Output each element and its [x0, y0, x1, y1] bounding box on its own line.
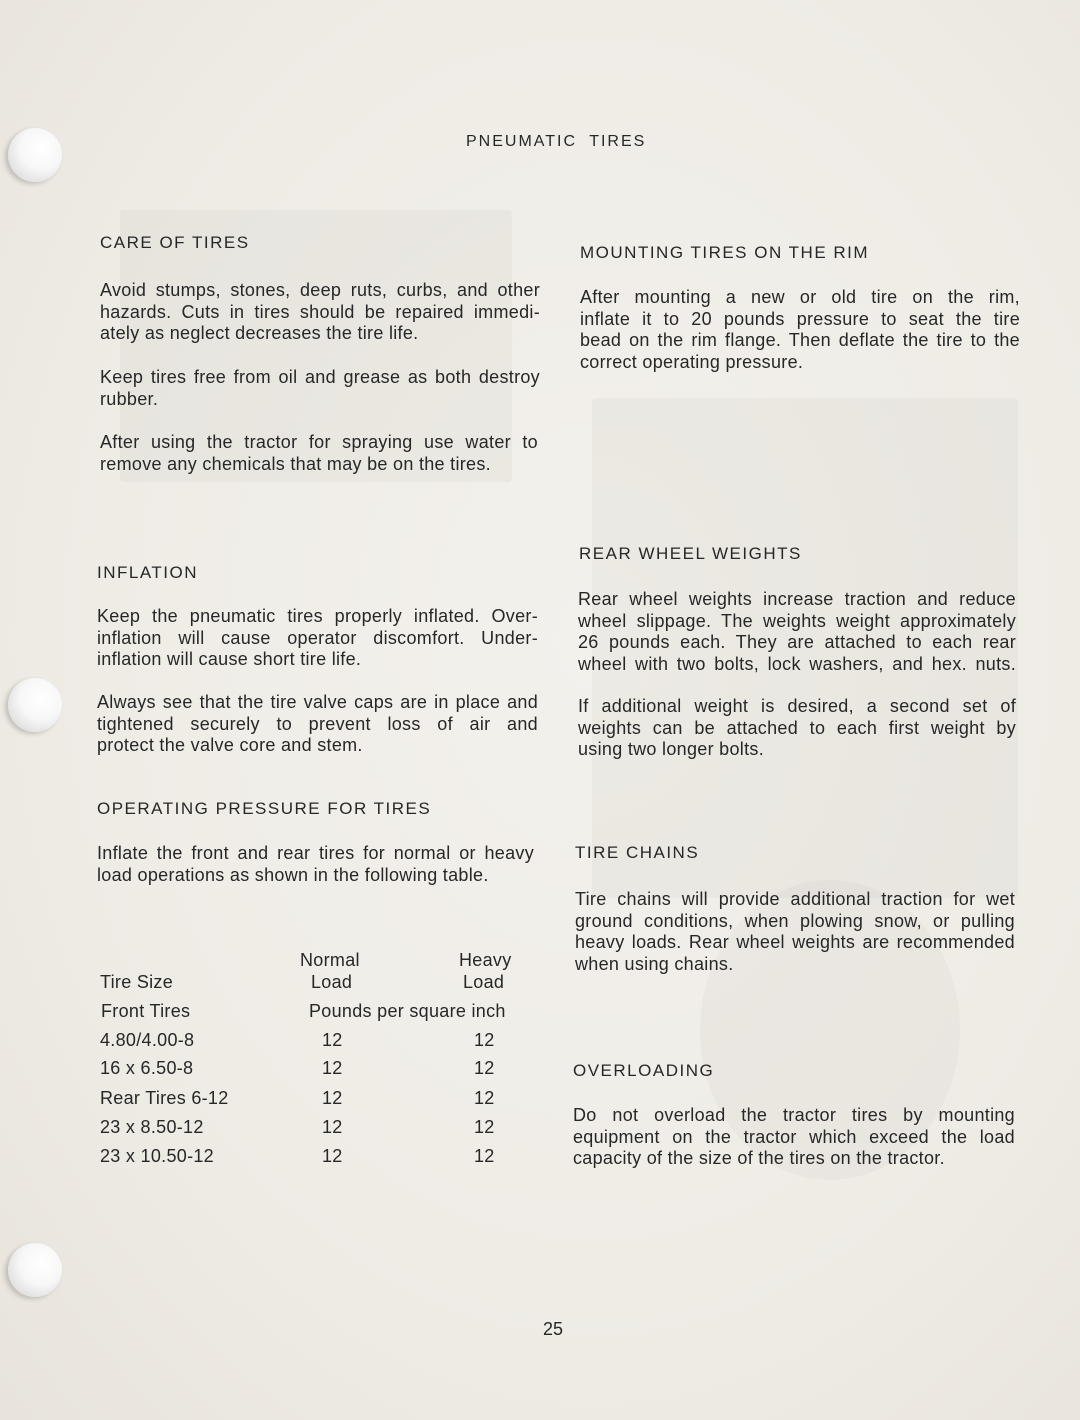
text-line: hazards. Cuts in tires should be repaired immedi- [100, 301, 540, 322]
text-line: weights can be attached to each first weight by [578, 717, 1016, 738]
table-cell-normal: 12 [322, 1058, 343, 1078]
paragraph-inflation-2 [97, 692, 538, 757]
text-line: inflation will cause operator discomfort. Under- [97, 627, 538, 648]
text-line: inflation will cause short tire life. [97, 649, 362, 669]
heading-inflation: INFLATION [97, 563, 199, 582]
text-line: Always see that the tire valve caps are in place and [97, 692, 538, 712]
table-header-heavy: Heavy [459, 950, 512, 970]
page-title: PNEUMATIC TIRES [466, 133, 647, 150]
paragraph-rear-weights-2 [578, 696, 1016, 761]
text-line: wheel with two bolts, lock washers, and hex. nuts. [578, 653, 1016, 674]
page-number: 25 [543, 1319, 564, 1339]
text-line: ground conditions, when plowing snow, or pulling [575, 910, 1015, 931]
heading-mounting-tires: MOUNTING TIRES ON THE RIM [580, 243, 870, 262]
table-cell-heavy: 12 [474, 1088, 495, 1108]
text-line: ately as neglect decreases the tire life. [100, 323, 419, 343]
text-line: Keep tires free from oil and grease as both destroy [100, 367, 540, 387]
text-line: After mounting a new or old tire on the rim, [580, 287, 1020, 307]
table-front-tires-label: Front Tires [101, 1001, 191, 1021]
text-line: 26 pounds each. They are attached to each rear [578, 632, 1016, 652]
heading-rear-wheel-weights: REAR WHEEL WEIGHTS [579, 544, 802, 563]
text-line: capacity of the size of the tires on the tractor. [573, 1148, 945, 1168]
heading-care-of-tires: CARE OF TIRES [100, 233, 250, 252]
punch-hole-bottom [8, 1243, 62, 1297]
table-header-normal: Normal [300, 950, 360, 970]
table-cell-size: 23 x 10.50-12 [100, 1146, 214, 1166]
text-line: If additional weight is desired, a second set of [578, 696, 1016, 716]
punch-hole-middle [8, 678, 62, 732]
text-line: load operations as shown in the following table. [97, 864, 489, 885]
text-line: when using chains. [575, 953, 734, 974]
table-cell-size: Rear Tires 6-12 [100, 1088, 229, 1108]
text-line: Keep the pneumatic tires properly inflated. Over- [97, 606, 538, 626]
punch-hole-top [8, 128, 62, 182]
text-line: inflate it to 20 pounds pressure to seat the tire [580, 308, 1020, 329]
text-line: After using the tractor for spraying use water to [100, 432, 538, 452]
paragraph-overloading [573, 1105, 1015, 1170]
text-line: Rear wheel weights increase traction and reduce [578, 589, 1016, 609]
table-cell-normal: 12 [322, 1146, 343, 1166]
paragraph-inflation-1 [97, 606, 538, 671]
text-line: using two longer bolts. [578, 739, 765, 759]
text-line: wheel slippage. The weights weight approximately [578, 610, 1016, 631]
table-cell-heavy: 12 [474, 1146, 495, 1166]
table-cell-size: 23 x 8.50-12 [100, 1117, 204, 1137]
text-line: Avoid stumps, stones, deep ruts, curbs, and other [100, 280, 540, 300]
text-line: Do not overload the tractor tires by mounting [573, 1105, 1015, 1125]
table-header-normal-load: Load [311, 972, 353, 992]
text-line: equipment on the tractor which exceed the load [573, 1126, 1015, 1147]
table-cell-normal: 12 [322, 1030, 343, 1050]
table-header-heavy-load: Load [463, 972, 505, 992]
text-line: tightened securely to prevent loss of air and [97, 713, 538, 734]
paragraph-care-3 [100, 432, 538, 475]
paragraph-rear-weights-1 [578, 589, 1016, 675]
text-line: Inflate the front and rear tires for normal or heavy [97, 843, 534, 863]
table-units: Pounds per square inch [309, 1001, 506, 1021]
heading-tire-chains: TIRE CHAINS [575, 843, 700, 862]
table-cell-size: 16 x 6.50-8 [100, 1058, 194, 1078]
table-cell-heavy: 12 [474, 1058, 495, 1078]
table-cell-normal: 12 [322, 1088, 343, 1108]
text-line: Tire chains will provide additional traction for wet [575, 889, 1015, 909]
table-header-tire-size: Tire Size [100, 972, 174, 992]
table-cell-heavy: 12 [474, 1030, 495, 1050]
text-line: rubber. [100, 388, 159, 409]
text-line: bead on the rim flange. Then deflate the tire to the [580, 330, 1020, 350]
table-cell-heavy: 12 [474, 1117, 495, 1137]
paragraph-care-2 [100, 367, 540, 410]
paragraph-mounting [580, 287, 1020, 373]
table-cell-normal: 12 [322, 1117, 343, 1137]
paragraph-care-1 [100, 280, 540, 345]
paragraph-operating [97, 843, 534, 886]
text-line: remove any chemicals that may be on the tires. [100, 453, 491, 474]
heading-operating-pressure: OPERATING PRESSURE FOR TIRES [97, 799, 432, 818]
text-line: heavy loads. Rear wheel weights are recommended [575, 932, 1015, 952]
paragraph-tire-chains [575, 889, 1015, 975]
heading-overloading: OVERLOADING [573, 1061, 715, 1080]
text-line: protect the valve core and stem. [97, 735, 363, 755]
text-line: correct operating pressure. [580, 351, 804, 372]
table-cell-size: 4.80/4.00-8 [100, 1030, 195, 1050]
